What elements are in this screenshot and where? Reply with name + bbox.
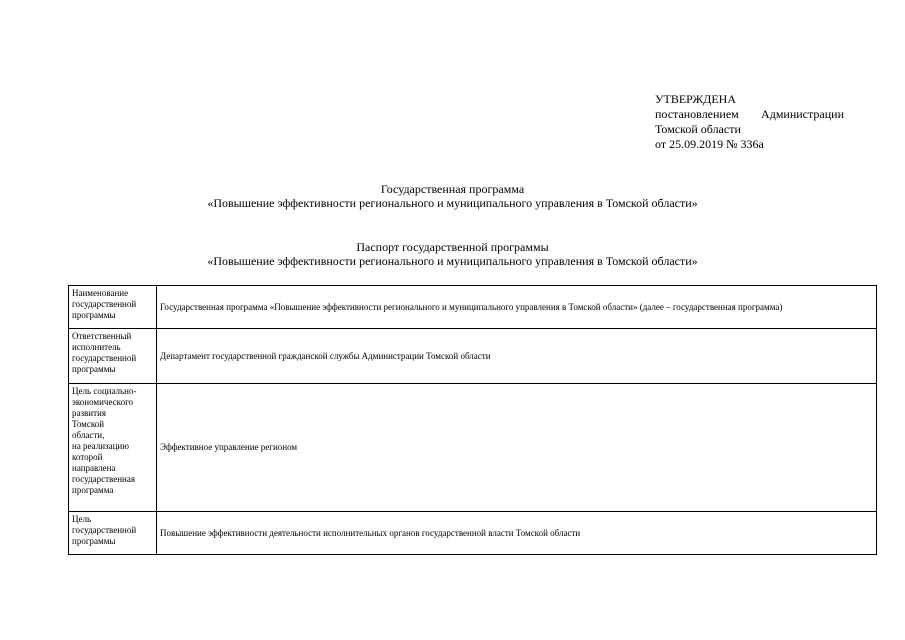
program-title-line2: «Повышение эффективности регионального и муниципального управления в Томской области» [207,196,698,210]
passport-title [0,240,905,268]
table-row [69,329,877,384]
approval-date-number: от 25.09.2019 № 336а [655,137,764,151]
approval-region: Томской области [655,122,741,136]
approval-heading: УТВЕРЖДЕНА [655,92,737,106]
row-label-socioeconomic-goal: Цель социально- экономического развития Томской области, на реализацию которой направлена государственная программа [69,384,157,512]
approval-resolution-word: постановлением [655,107,739,121]
approval-administration-word: Администрации [761,107,844,121]
row-value-program-name: Государственная программа «Повышение эффективности регионального и муниципального управления в Томской области» (далее – государственная программа) [157,286,877,329]
table-row [69,384,877,512]
row-label-program-name: Наименование государственной программы [69,286,157,329]
row-value-program-goal: Повышение эффективности деятельности исполнительных органов государственной власти Томской области [157,512,877,555]
passport-title-line1: Паспорт государственной программы [356,240,549,254]
passport-title-line2: «Повышение эффективности регионального и муниципального управления в Томской области» [207,254,698,268]
passport-table [68,285,877,555]
row-value-responsible-executor: Департамент государственной гражданской службы Администрации Томской области [157,329,877,384]
row-value-socioeconomic-goal: Эффективное управление регионом [157,384,877,512]
program-title-line1: Государственная программа [380,182,525,196]
approval-resolution-line [655,107,844,122]
row-label-program-goal: Цель государственной программы [69,512,157,555]
table-row [69,512,877,555]
row-label-responsible-executor: Ответственный исполнитель государственной программы [69,329,157,384]
table-row [69,286,877,329]
approval-stamp [655,92,855,152]
program-title [0,182,905,210]
